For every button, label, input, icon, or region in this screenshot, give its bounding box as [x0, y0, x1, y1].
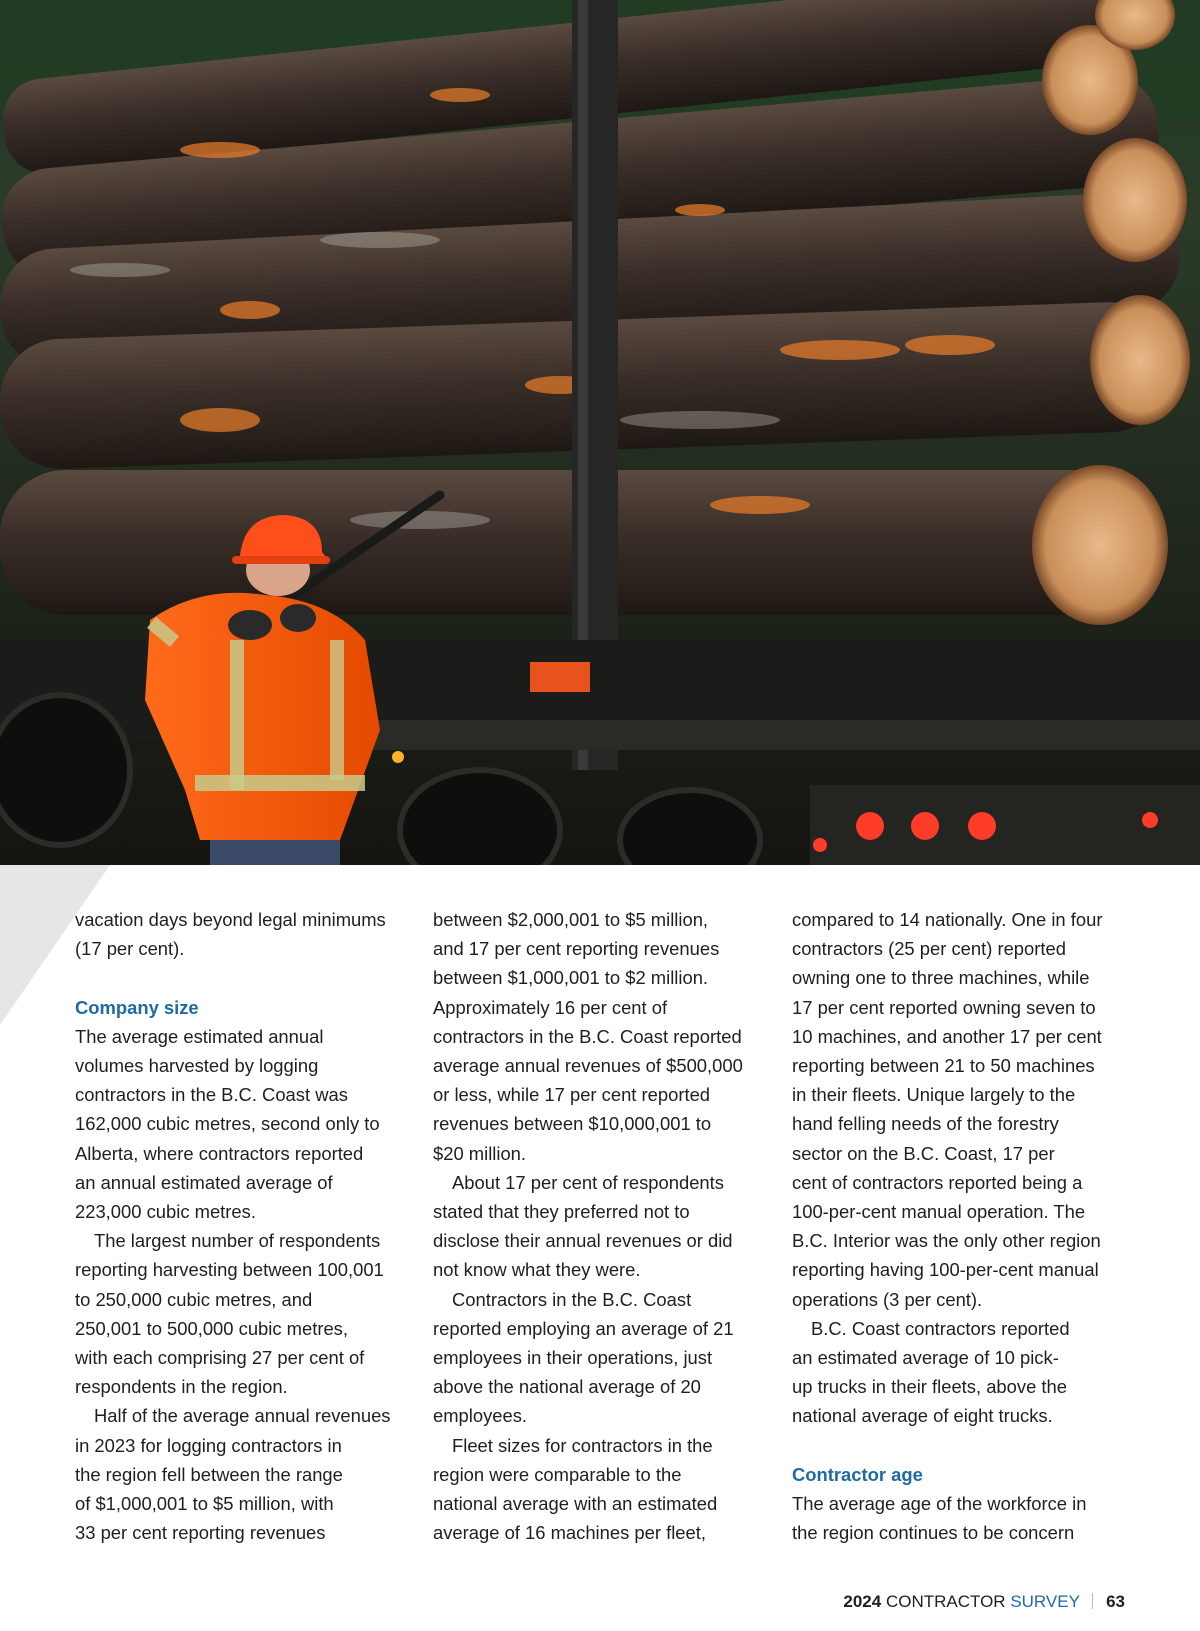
- text-line: 250,001 to 500,000 cubic metres,: [75, 1317, 348, 1339]
- text-line: volumes harvested by logging: [75, 1055, 319, 1076]
- text-line: hand felling needs of the forestry: [792, 1113, 1059, 1135]
- text-line: an estimated average of 10 pick-: [792, 1347, 1059, 1369]
- text-line: with each comprising 27 per cent of: [75, 1347, 365, 1369]
- paragraph: [433, 905, 773, 1168]
- text-line: sector on the B.C. Coast, 17 per: [792, 1142, 1055, 1164]
- text-line: reporting harvesting between 100,001: [75, 1259, 384, 1281]
- text-line: 10 machines, and another 17 per cent: [792, 1025, 1102, 1047]
- text-column-3: [792, 905, 1132, 1547]
- text-line: reporting between 21 to 50 machines: [792, 1055, 1095, 1077]
- paragraph: [75, 1401, 415, 1547]
- text-line: the region fell between the range: [75, 1463, 343, 1485]
- text-line: reporting having 100-per-cent manual: [792, 1259, 1099, 1281]
- paragraph: [75, 905, 415, 963]
- text-line: cent of contractors reported being a: [792, 1171, 1083, 1193]
- text-line: Half of the average annual revenues: [94, 1405, 391, 1427]
- text-line: up trucks in their fleets, above the: [792, 1376, 1067, 1398]
- section-heading-company-size: Company size: [75, 996, 199, 1018]
- text-line: B.C. Interior was the only other region: [792, 1230, 1101, 1252]
- text-line: national average with an estimated: [433, 1493, 718, 1515]
- text-line: not know what they were.: [433, 1259, 641, 1281]
- text-line: employees in their operations, just: [433, 1347, 713, 1369]
- text-line: 100-per-cent manual operation. The: [792, 1201, 1086, 1223]
- footer-title: CONTRACTOR: [885, 1592, 1006, 1611]
- paragraph: [75, 1226, 415, 1401]
- text-line: The average age of the workforce in: [792, 1493, 1087, 1515]
- text-line: between $2,000,001 to $5 million,: [433, 909, 709, 930]
- paragraph: [433, 1285, 773, 1431]
- text-line: 223,000 cubic metres.: [75, 1201, 256, 1223]
- text-line: reported employing an average of 21: [433, 1317, 734, 1339]
- text-line: Approximately 16 per cent of: [433, 996, 668, 1018]
- text-line: 17 per cent reported owning seven to: [792, 996, 1096, 1018]
- text-line: owning one to three machines, while: [792, 967, 1090, 989]
- text-line: contractors (25 per cent) reported: [792, 938, 1066, 960]
- paragraph: [75, 1022, 415, 1226]
- text-line: B.C. Coast contractors reported: [811, 1317, 1070, 1339]
- text-line: Alberta, where contractors reported: [75, 1142, 364, 1164]
- text-line: The average estimated annual: [75, 1025, 324, 1047]
- text-line: average annual revenues of $500,000: [433, 1055, 743, 1077]
- section-heading-contractor-age: Contractor age: [792, 1463, 923, 1485]
- footer-year: 2024: [843, 1592, 882, 1611]
- text-line: 33 per cent reporting revenues: [75, 1522, 326, 1544]
- text-line: contractors in the B.C. Coast reported: [433, 1025, 742, 1047]
- paragraph: [792, 905, 1132, 1314]
- paragraph: [792, 1314, 1132, 1431]
- text-line: employees.: [433, 1405, 528, 1427]
- text-line: About 17 per cent of respondents: [452, 1171, 724, 1193]
- text-line: disclose their annual revenues or did: [433, 1230, 733, 1252]
- text-line: of $1,000,001 to $5 million, with: [75, 1493, 334, 1515]
- text-column-2: [433, 905, 773, 1547]
- text-line: between $1,000,001 to $2 million.: [433, 967, 709, 989]
- text-line: to 250,000 cubic metres, and: [75, 1288, 313, 1310]
- text-line: stated that they preferred not to: [433, 1201, 690, 1223]
- text-line: in 2023 for logging contractors in: [75, 1434, 342, 1456]
- page-number: 63: [1106, 1592, 1125, 1611]
- text-line: in their fleets. Unique largely to the: [792, 1084, 1076, 1106]
- text-column-1: [75, 905, 415, 1547]
- text-line: region were comparable to the: [433, 1463, 682, 1485]
- page-footer: [843, 1591, 1125, 1613]
- paragraph: [792, 1489, 1132, 1547]
- text-line: national average of eight trucks.: [792, 1405, 1053, 1427]
- text-line: revenues between $10,000,001 to: [433, 1113, 712, 1135]
- text-line: and 17 per cent reporting revenues: [433, 938, 720, 960]
- text-line: compared to 14 nationally. One in four: [792, 909, 1103, 930]
- text-line: Fleet sizes for contractors in the: [452, 1434, 713, 1456]
- footer-divider: [1092, 1593, 1093, 1609]
- text-line: (17 per cent).: [75, 938, 185, 960]
- text-line: 162,000 cubic metres, second only to: [75, 1113, 380, 1135]
- text-line: Contractors in the B.C. Coast: [452, 1288, 692, 1310]
- text-line: above the national average of 20: [433, 1376, 701, 1398]
- text-line: The largest number of respondents: [94, 1230, 381, 1252]
- text-line: the region continues to be concern: [792, 1522, 1075, 1544]
- text-line: respondents in the region.: [75, 1376, 288, 1398]
- text-line: or less, while 17 per cent reported: [433, 1084, 711, 1106]
- footer-survey: SURVEY: [1010, 1592, 1080, 1611]
- paragraph: [433, 1168, 773, 1285]
- text-line: average of 16 machines per fleet,: [433, 1522, 706, 1544]
- text-line: operations (3 per cent).: [792, 1288, 983, 1310]
- paragraph: [433, 1431, 773, 1548]
- text-line: $20 million.: [433, 1142, 527, 1164]
- text-line: contractors in the B.C. Coast was: [75, 1084, 348, 1106]
- text-line: an annual estimated average of: [75, 1171, 333, 1193]
- text-line: vacation days beyond legal minimums: [75, 909, 386, 930]
